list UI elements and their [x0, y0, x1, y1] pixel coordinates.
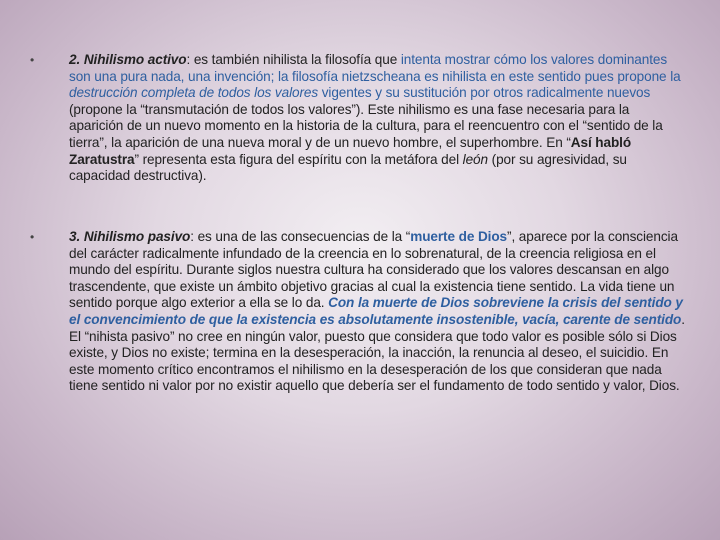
highlight-segment: vigentes y su sustitución por otros radicalmente nuevos — [318, 85, 651, 101]
bullet-dot-icon: • — [30, 53, 35, 67]
bullet-dot-icon: • — [30, 230, 35, 244]
term-label-pasivo: 3. Nihilismo pasivo — [69, 229, 191, 244]
highlight-bold-italic-segment: Con la muerte de Dios sobreviene la crisis del sentido y el convencimiento de que la existencia es absolutamente insostenible, vacía, carente de sentido — [69, 295, 683, 327]
highlight-segment: intenta mostrar cómo los valores dominantes son una pura nada, una invención; la filosofía nietzscheana es nihilista en este sentido pues propone la — [69, 52, 681, 84]
text-segment: : es una de las consecuencias de la “ — [190, 229, 411, 244]
bullet-item-nihilismo-activo — [30, 52, 685, 185]
bullet-text-activo — [69, 52, 685, 185]
book-title: Así habló Zaratustra — [69, 134, 632, 167]
text-segment: . El “nihista pasivo” no cree en ningún valor, puesto que considera que todo valor es posible sólo si Dios existe, y Dios no existe; termina en la desesperación, la inacción, la renuncia al deseo, el suicidio. En este momento crítico encontramos el nihilismo en la desesperación de los que consideran que nada tiene sentido ni valor por no existir aquello que debería ser el fundamento de todo sentido y valor, Dios. — [69, 311, 685, 394]
highlight-italic-segment: destrucción completa de todos los valores — [69, 85, 319, 101]
text-segment: ”, aparece por la consciencia del carácter radicalmente infundado de la creencia en lo sobrenatural, de la creencia religiosa en el mundo del espíritu. Durante siglos nuestra cultura ha considerado que los valores descansan en algo trascendente, que existe un ámbito objetivo gracias al cual la existencia tiene sentido. La vida tiene un sentido porque algo exterior a ella se lo da. — [69, 229, 678, 311]
bullet-item-nihilismo-pasivo — [30, 229, 685, 395]
text-segment: (por su agresividad, su capacidad destructiva). — [69, 151, 627, 184]
text-segment: ” representa esta figura del espíritu con la metáfora del — [134, 151, 463, 167]
text-segment: (propone la “transmutación de todos los valores”). Este nihilismo es una fase necesaria para la aparición de un nuevo momento en la historia de la cultura, para el reencuentro con el “sentido de la tierra”, la aparición de una nueva moral y de un nuevo hombre, el superhombre. En “ — [69, 101, 663, 150]
text-segment: : es también nihilista la filosofía que — [186, 52, 401, 67]
highlight-bold-segment: muerte de Dios — [410, 229, 508, 244]
bullet-text-pasivo — [69, 229, 685, 395]
italic-word: león — [462, 151, 488, 167]
term-label-activo: 2. Nihilismo activo — [69, 52, 187, 67]
